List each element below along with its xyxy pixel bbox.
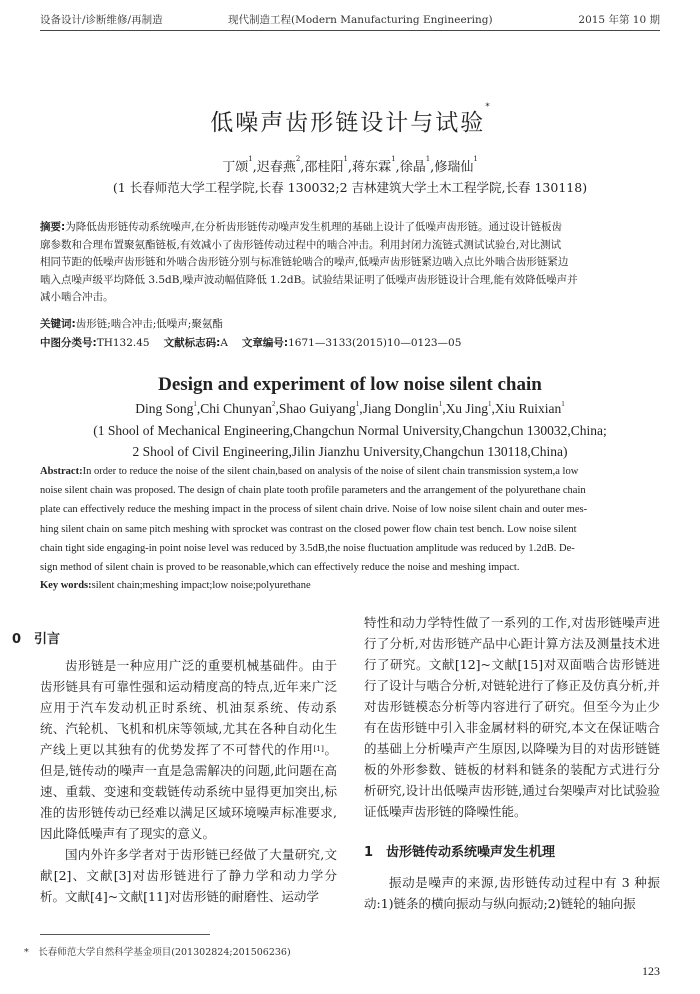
author-name: Shao Guiyang: [278, 401, 356, 416]
author-affiliation-mark: 1: [473, 155, 478, 163]
author-name: 丁颂: [222, 160, 249, 175]
abstract-cn-label: 摘要:: [40, 221, 66, 233]
author-affiliation-mark: 1: [561, 400, 565, 408]
abstract-cn: [40, 219, 660, 307]
abstract-cn-line: 啮入点噪声级平均降低 3.5dB,噪声波动幅值降低 1.2dB。试验结果证明了低噪声齿形链设计合理,能有效降低噪声并: [40, 273, 578, 286]
citation-ref: [1]: [313, 744, 324, 753]
title-footnote-mark: *: [485, 102, 490, 112]
author-name: 迟春燕: [256, 160, 296, 175]
header-center: 现代制造工程(Modern Manufacturing Engineering): [228, 14, 493, 26]
authors-cn: 丁颂$^1$,迟春燕$^2$,邵桂阳$^1$,蒋东霖$^1$,徐晶$^1$,修瑞仙$^1$: [222, 155, 478, 175]
footnote: * 长春师范大学自然科学基金项目(201302824;201506236): [24, 947, 291, 958]
author-affiliation-mark: 1: [425, 155, 431, 163]
author-affiliation-mark: 1: [391, 155, 396, 163]
abstract-cn-line: 相同节距的低噪声齿形链和外啮合齿形链分别与标准链轮啮合的噪声,低噪声齿形链紧边啮入点比外啮合齿形链紧边: [40, 256, 569, 269]
footnote-rule: [40, 934, 210, 935]
affiliation-cn: (1 长春师范大学工程学院,长春 130032;2 吉林建筑大学土木工程学院,长春 130118): [112, 180, 588, 195]
header-right: 2015 年第 10 期: [578, 14, 660, 26]
paragraph: 振动是噪声的来源,齿形链传动过程中有 3 种振动:1)链条的横向振动与纵向振动;2)链轮的轴向振: [364, 875, 660, 911]
author-name: 蒋东霖: [352, 160, 392, 175]
author-affiliation-mark: 1: [343, 155, 348, 163]
classification-line: 中图分类号:TH132.45 文献标志码:A 文章编号:1671—3133(2015)10—0123—05: [40, 337, 462, 349]
author-affiliation-mark: 1: [487, 400, 492, 408]
right-column: [364, 612, 660, 822]
affiliation-en-2: 2 Shool of Civil Engineering,Jilin Jianzhu University,Changchun 130118,China): [132, 444, 568, 459]
author-name: Xiu Ruixian: [494, 401, 562, 416]
abstract-cn-line: 为降低齿形链传动系统噪声,在分析齿形链传动噪声发生机理的基础上设计了低噪声齿形链。通过设计链板齿: [65, 221, 563, 233]
keywords-en: Key words:silent chain;meshing impact;low noise;polyurethane: [40, 580, 311, 591]
right-column-continued: [364, 872, 660, 914]
paper-title-en: Design and experiment of low noise silent chain: [158, 374, 542, 395]
abstract-cn-line: 廓参数和合理布置聚氨酯链板,有效减小了齿形链传动过程中的啮合冲击。利用封闭力流链式测试试验台,对比测试: [40, 238, 562, 251]
header-rule: [40, 30, 660, 31]
running-header: [40, 12, 660, 28]
abstract-en-label: Abstract:: [40, 466, 83, 477]
author-name: 徐晶: [399, 160, 426, 175]
author-affiliation-mark: 1: [355, 400, 360, 408]
author-affiliation-mark: 1: [193, 400, 197, 408]
abstract-cn-line: 减小啮合冲击。: [40, 291, 114, 304]
author-name: 邵桂阳: [304, 160, 344, 175]
paper-title: 低噪声齿形链设计与试验*: [210, 102, 490, 136]
paragraph: 国内外许多学者对于齿形链已经做了大量研究,文献[2]、文献[3]对齿形链进行了静力学和动力学分析。文献[4]~文献[11]对齿形链的耐磨性、运动学: [40, 847, 337, 904]
left-column: [40, 655, 337, 907]
author-name: 修瑞仙: [434, 160, 474, 175]
affiliation-en-1: (1 Shool of Mechanical Engineering,Changchun Normal University,Changchun 130032,China;: [93, 423, 607, 438]
author-affiliation-mark: 1: [438, 400, 443, 408]
section-1-heading: 1 齿形链传动系统噪声发生机理: [364, 845, 556, 860]
author-affiliation-mark: 2: [295, 155, 301, 163]
page-number: 123: [642, 964, 660, 978]
paragraph: 特性和动力学特性做了一系列的工作,对齿形链噪声进行了分析,对齿形链产品中心距计算方法及测量技术进行了研究。文献[12]~文献[15]对双面啮合齿形链进行了设计与啮合分析,对链轮进行了修正及仿真分析,并对齿形链模态分析等内容进行了研究。但至今为止少有在齿形链中引入非金属材料的研究,本文在保证啮合的基础上分析噪声产生原因,以降噪为目的对齿形链链板的外形参数、链板的材料和链条的装配方式进行分析研究,设计出低噪声齿形链,通过台架噪声对比试验验证低噪声齿形链的降噪性能。: [364, 615, 660, 819]
author-name: Ding Song: [135, 401, 194, 416]
author-name: Xu Jing: [445, 401, 488, 416]
author-affiliation-mark: 2: [271, 400, 276, 408]
author-affiliation-mark: 1: [248, 155, 253, 163]
author-name: Chi Chunyan: [200, 401, 272, 416]
header-left: 设备设计/诊断维修/再制造: [40, 14, 163, 26]
section-0-heading: 0 引言: [12, 632, 61, 647]
abstract-en: Abstract:In order to reduce the noise of the silent chain,based on analysis of the noise of silent chain transmission system,a low noise silent chain was proposed. The design of chain plate tooth profile parameters and the arrangement of the polyurethane chain plate can effectively reduce the meshing impact in the process of silent chain drive. Noise of low noise silent chain and outer mes- hing silent chain on same pitch meshing with sprocket was contrast on the closed power flow chain test bench. Low noise silent chain tight side engaging-in point noise level was reduced by 3.5dB,the noise fluctuation amplitude was reduced by 1.2dB. De- sign method of silent chain is proved to be reasonable,which can effectively reduce the noise and meshing impact.: [40, 466, 588, 574]
paragraph: 齿形链是一种应用广泛的重要机械基础件。由于齿形链具有可靠性强和运动精度高的特点,近年来广泛应用于汽车发动机正时系统、机油泵系统、传动系统、汽轮机、飞机和机床等领域,尤其在各种自动化生产线上更以其独有的优势发挥了不可替代的作用[1]。但是,链传动的噪声一直是急需解决的问题,此问题在高速、重载、变速和变载链传动系统中显得更加突出,标准的齿形链传动已经难以满足区域环境噪声标准要求,因此降低噪声有了现实的意义。: [40, 658, 337, 841]
keywords-cn: 关键词:齿形链;啮合冲击;低噪声;聚氨酯: [40, 318, 223, 330]
author-name: Jiang Donglin: [362, 401, 439, 416]
authors-en: Ding Song$^1$,Chi Chunyan$^2$,Shao Guiyang$^1$,Jiang Donglin$^1$,Xu Jing$^1$,Xiu Ruixian$^1$: [135, 400, 565, 416]
